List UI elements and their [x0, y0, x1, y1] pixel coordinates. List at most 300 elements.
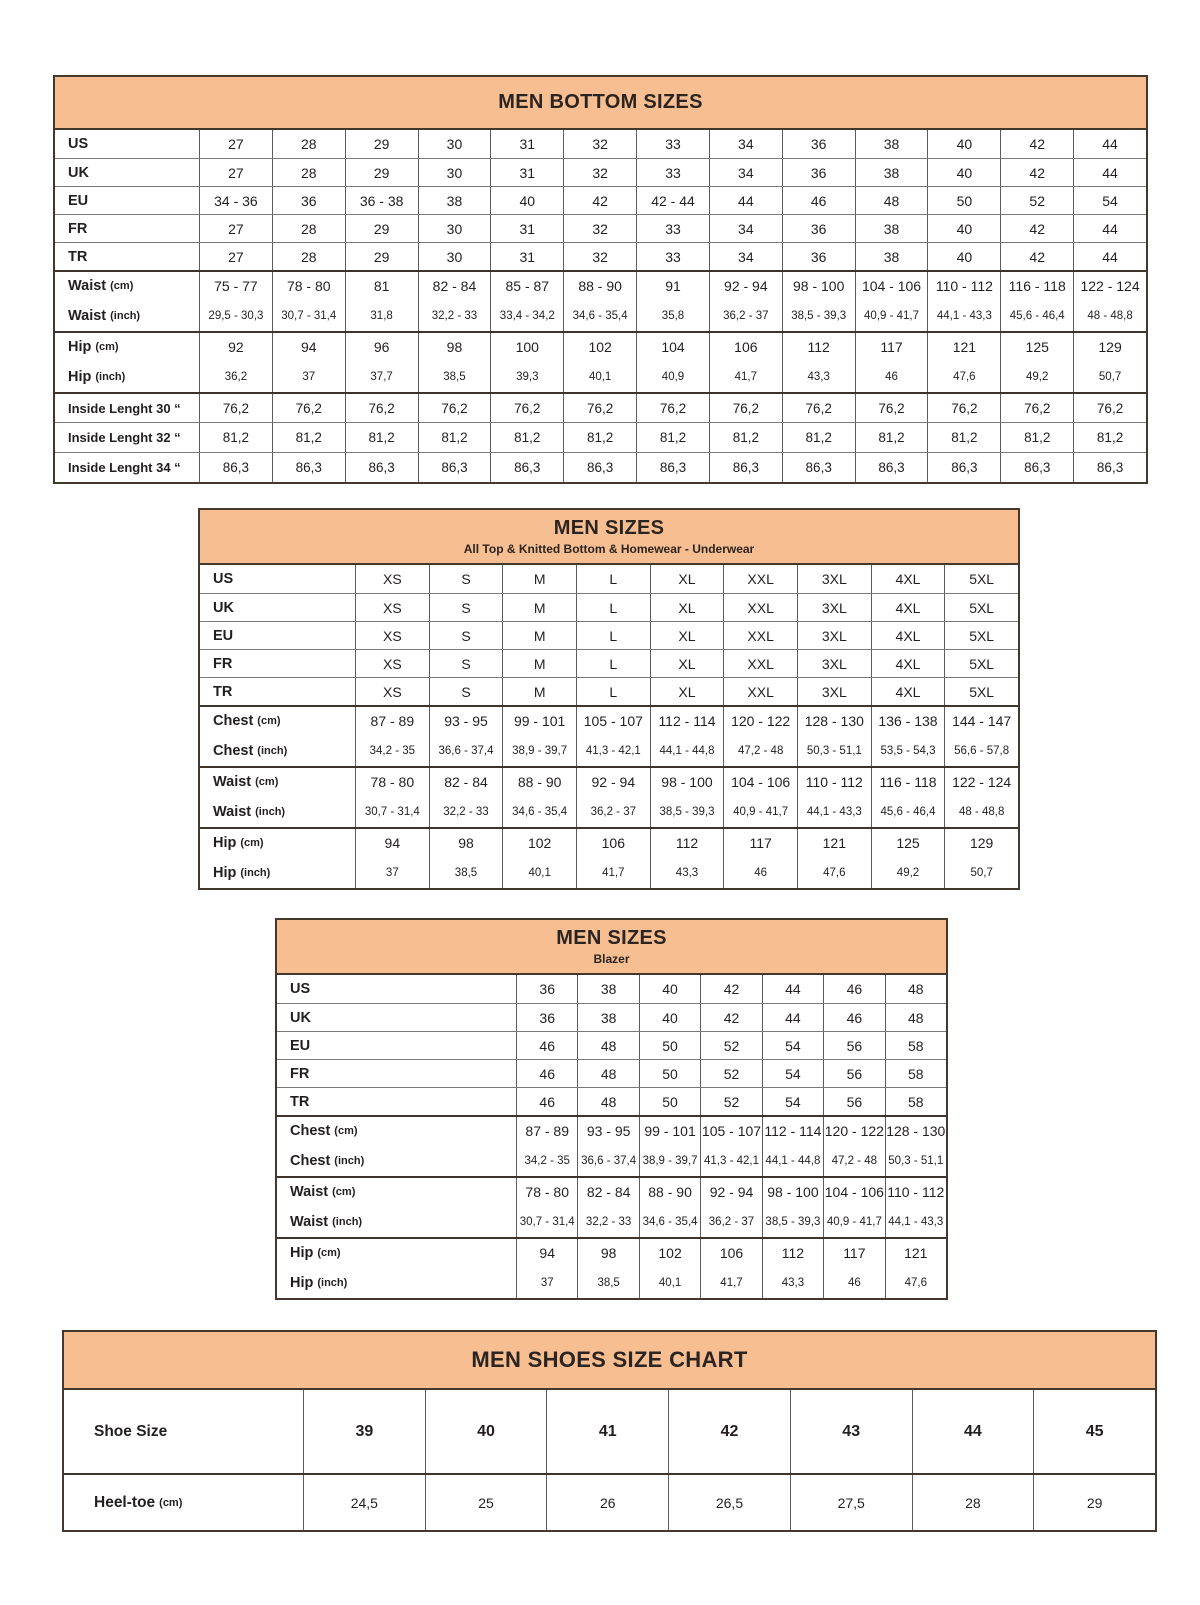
table-cell: 50	[639, 1060, 700, 1087]
table-grid	[200, 565, 1018, 888]
row-label	[55, 333, 199, 361]
row-label	[200, 594, 355, 621]
table-cell: 98 - 100	[782, 272, 855, 300]
table-cell: L	[576, 594, 650, 621]
table-cell: 120 - 122	[823, 1117, 884, 1145]
table-cell: 44	[1073, 130, 1146, 158]
table-cell: L	[576, 678, 650, 705]
table-cell: 46	[855, 361, 928, 392]
table-cell: S	[429, 678, 503, 705]
table-cell: 86,3	[636, 453, 709, 482]
table-cell: 33,4 - 34,2	[490, 300, 563, 331]
table-row-us	[200, 565, 1018, 593]
row-label	[277, 1178, 516, 1206]
table-cell: 44	[1073, 243, 1146, 270]
row-label	[277, 975, 516, 1003]
table-cell: 34,6 - 35,4	[639, 1206, 700, 1237]
table-cell: 32	[563, 243, 636, 270]
row-label-text: FR	[213, 655, 233, 672]
table-cell: 81,2	[636, 423, 709, 452]
table-row-uk	[277, 1003, 946, 1031]
table-cell: 27,5	[790, 1475, 912, 1530]
table-cell: M	[502, 594, 576, 621]
row-label-text: UK	[68, 164, 89, 181]
table-cell: 50,7	[1073, 361, 1146, 392]
table-cell: 81,2	[418, 423, 491, 452]
table-cell: 29	[1033, 1475, 1155, 1530]
table-cell: 40	[927, 130, 1000, 158]
table-cell: 92 - 94	[700, 1178, 761, 1206]
table-cell: XL	[650, 565, 724, 593]
row-label-text: Chest	[213, 713, 254, 729]
table-row-shoe-size	[64, 1390, 1155, 1473]
table-cell: M	[502, 622, 576, 649]
table-cell: L	[576, 622, 650, 649]
row-label-text: TR	[68, 248, 88, 265]
table-cell: 96	[345, 333, 418, 361]
table-cell: 33	[636, 215, 709, 242]
table-cell: 53,5 - 54,3	[871, 735, 945, 766]
table-cell: 30	[418, 159, 491, 186]
table-cell: 38	[855, 243, 928, 270]
table-cell: 31,8	[345, 300, 418, 331]
row-label-text: Waist	[213, 803, 252, 820]
table-cell: 104 - 106	[855, 272, 928, 300]
table-cell: 42	[668, 1390, 790, 1473]
table-cell: 48	[885, 975, 946, 1003]
table-header	[200, 510, 1018, 565]
table-cell: 93 - 95	[429, 707, 503, 735]
row-label-text: EU	[68, 192, 89, 209]
table-cell: 106	[576, 829, 650, 857]
table-cell: 42	[1000, 243, 1073, 270]
table-cell: 49,2	[1000, 361, 1073, 392]
table-cell: 24,5	[303, 1475, 425, 1530]
table-cell: 38,5 - 39,3	[782, 300, 855, 331]
table-cell: 48	[885, 1004, 946, 1031]
table-cell: 48	[577, 1088, 638, 1115]
table-row-chest-inch	[200, 735, 1018, 766]
table-cell: 40	[927, 159, 1000, 186]
table-cell: 5XL	[944, 650, 1018, 677]
table-cell: 75 - 77	[199, 272, 272, 300]
table-cell: XL	[650, 594, 724, 621]
table-cell: 99 - 101	[502, 707, 576, 735]
table-cell: 5XL	[944, 565, 1018, 593]
row-label	[200, 678, 355, 705]
table-cell: 122 - 124	[944, 768, 1018, 796]
row-label-unit: (cm)	[257, 715, 281, 727]
row-label-text: Hip	[68, 368, 92, 385]
row-label-text: Waist	[68, 278, 107, 294]
table-cell: XXL	[723, 678, 797, 705]
row-label-text: Waist	[213, 774, 252, 790]
table-title: MEN SHOES SIZE CHART	[471, 1347, 748, 1372]
row-label-text: FR	[290, 1065, 310, 1082]
row-label-text: UK	[290, 1009, 311, 1026]
row-label-text: Inside Lenght 34 “	[68, 460, 181, 475]
table-cell: 81,2	[855, 423, 928, 452]
table-cell: 94	[355, 829, 429, 857]
table-cell: 81,2	[782, 423, 855, 452]
table-header	[277, 920, 946, 975]
table-cell: 38	[855, 130, 928, 158]
table-cell: 122 - 124	[1073, 272, 1146, 300]
table-cell: 40,1	[639, 1267, 700, 1298]
table-cell: L	[576, 650, 650, 677]
table-cell: 50,3 - 51,1	[797, 735, 871, 766]
row-label-text: Heel-toe	[94, 1493, 156, 1511]
table-cell: 112 - 114	[762, 1117, 823, 1145]
table-cell: 117	[823, 1239, 884, 1267]
table-cell: 78 - 80	[272, 272, 345, 300]
table-cell: 58	[885, 1032, 946, 1059]
table-cell: 28	[272, 130, 345, 158]
table-cell: 36,2 - 37	[576, 796, 650, 827]
table-cell: 30	[418, 215, 491, 242]
table-subtitle: All Top & Knitted Bottom & Homewear - Underwear	[463, 542, 755, 556]
table-cell: 44,1 - 43,3	[885, 1206, 946, 1237]
table-cell: 32	[563, 159, 636, 186]
table-cell: 27	[199, 159, 272, 186]
table-cell: 40	[927, 215, 1000, 242]
row-label	[277, 1267, 516, 1298]
table-cell: 52	[700, 1032, 761, 1059]
row-label-unit: (cm)	[255, 776, 279, 788]
table-cell: 3XL	[797, 678, 871, 705]
row-label	[55, 361, 199, 392]
table-row-eu	[277, 1031, 946, 1059]
table-cell: 44	[912, 1390, 1034, 1473]
row-label	[200, 829, 355, 857]
table-cell: L	[576, 565, 650, 593]
table-cell: 98 - 100	[650, 768, 724, 796]
table-cell: 54	[762, 1060, 823, 1087]
row-label	[277, 1145, 516, 1176]
table-cell: 50	[639, 1032, 700, 1059]
table-cell: 34	[709, 130, 782, 158]
row-label	[200, 622, 355, 649]
table-cell: 136 - 138	[871, 707, 945, 735]
table-cell: 34	[709, 215, 782, 242]
table-cell: 36	[516, 975, 577, 1003]
table-cell: 47,6	[797, 857, 871, 888]
row-label	[200, 707, 355, 735]
table-cell: 47,2 - 48	[823, 1145, 884, 1176]
table-cell: 3XL	[797, 594, 871, 621]
table-cell: 31	[490, 215, 563, 242]
table-cell: 42	[700, 975, 761, 1003]
table-cell: 34	[709, 159, 782, 186]
table-cell: 125	[1000, 333, 1073, 361]
table-cell: 46	[516, 1088, 577, 1115]
table-cell: 76,2	[418, 394, 491, 422]
table-cell: 102	[502, 829, 576, 857]
table-cell: 110 - 112	[885, 1178, 946, 1206]
table-title: MEN SIZES	[556, 927, 667, 949]
table-cell: 52	[700, 1088, 761, 1115]
table-cell: 117	[723, 829, 797, 857]
table-cell: 52	[700, 1060, 761, 1087]
table-cell: 50	[639, 1088, 700, 1115]
table-cell: 76,2	[563, 394, 636, 422]
table-cell: 82 - 84	[577, 1178, 638, 1206]
table-cell: 44	[762, 1004, 823, 1031]
table-cell: 45,6 - 46,4	[1000, 300, 1073, 331]
table-cell: 76,2	[199, 394, 272, 422]
row-label-unit: (inch)	[240, 866, 271, 879]
table-cell: 38,5 - 39,3	[650, 796, 724, 827]
row-label-text: Inside Lenght 30 “	[68, 400, 181, 416]
table-cell: 33	[636, 130, 709, 158]
table-cell: XXL	[723, 650, 797, 677]
table-row-hip-inch	[277, 1267, 946, 1298]
table-cell: 86,3	[855, 453, 928, 482]
row-label	[55, 243, 199, 270]
table-cell: 39,3	[490, 361, 563, 392]
table-cell: 34,6 - 35,4	[502, 796, 576, 827]
table-cell: 29,5 - 30,3	[199, 300, 272, 331]
table-cell: XL	[650, 622, 724, 649]
table-cell: 86,3	[927, 453, 1000, 482]
table-cell: XS	[355, 594, 429, 621]
table-cell: 94	[272, 333, 345, 361]
table-cell: 46	[823, 1267, 884, 1298]
row-label	[55, 394, 199, 422]
row-label	[277, 1032, 516, 1059]
table-row-uk	[200, 593, 1018, 621]
table-cell: 81,2	[1000, 423, 1073, 452]
table-cell: 36	[782, 243, 855, 270]
table-cell: 36	[782, 130, 855, 158]
table-cell: 43,3	[782, 361, 855, 392]
table-cell: 4XL	[871, 678, 945, 705]
table-cell: 4XL	[871, 565, 945, 593]
table-cell: 92	[199, 333, 272, 361]
table-cell: 47,2 - 48	[723, 735, 797, 766]
table-cell: 46	[516, 1032, 577, 1059]
men-shoes-size-table	[62, 1330, 1157, 1532]
table-cell: 40,9 - 41,7	[723, 796, 797, 827]
row-label-unit: (cm)	[110, 280, 134, 292]
row-label	[200, 650, 355, 677]
row-label	[200, 735, 355, 766]
table-cell: 56,6 - 57,8	[944, 735, 1018, 766]
table-grid	[64, 1390, 1155, 1530]
row-label	[55, 300, 199, 331]
table-header	[55, 77, 1146, 130]
table-cell: 36	[782, 159, 855, 186]
row-label	[64, 1390, 303, 1473]
table-cell: 86,3	[563, 453, 636, 482]
row-label	[55, 215, 199, 242]
row-label	[277, 1239, 516, 1267]
table-cell: 98 - 100	[762, 1178, 823, 1206]
table-cell: 38	[577, 1004, 638, 1031]
table-cell: 37	[516, 1267, 577, 1298]
table-cell: 38,5 - 39,3	[762, 1206, 823, 1237]
table-cell: 5XL	[944, 622, 1018, 649]
row-label	[64, 1475, 303, 1530]
table-cell: XXL	[723, 594, 797, 621]
table-cell: 4XL	[871, 594, 945, 621]
table-cell: 81,2	[490, 423, 563, 452]
table-cell: 88 - 90	[639, 1178, 700, 1206]
row-label	[277, 1117, 516, 1145]
table-row-waist-inch	[55, 300, 1146, 331]
table-cell: S	[429, 594, 503, 621]
table-cell: 32	[563, 215, 636, 242]
table-cell: 44,1 - 43,3	[927, 300, 1000, 331]
table-cell: 36,2 - 37	[709, 300, 782, 331]
row-label	[277, 1004, 516, 1031]
table-cell: 76,2	[272, 394, 345, 422]
table-cell: S	[429, 565, 503, 593]
table-cell: 105 - 107	[576, 707, 650, 735]
table-cell: 86,3	[418, 453, 491, 482]
table-row-waist-inch	[200, 796, 1018, 827]
table-cell: 86,3	[1000, 453, 1073, 482]
table-cell: 3XL	[797, 650, 871, 677]
row-label-unit: (cm)	[240, 837, 264, 849]
row-label-text: TR	[290, 1093, 310, 1110]
table-cell: 128 - 130	[797, 707, 871, 735]
table-cell: 78 - 80	[516, 1178, 577, 1206]
table-cell: 40,1	[563, 361, 636, 392]
table-cell: 28	[272, 159, 345, 186]
table-cell: 30	[418, 130, 491, 158]
table-cell: M	[502, 678, 576, 705]
table-cell: 48	[577, 1032, 638, 1059]
table-cell: 4XL	[871, 622, 945, 649]
table-cell: 46	[723, 857, 797, 888]
table-cell: 42	[563, 187, 636, 214]
table-row-hip-cm	[277, 1237, 946, 1267]
table-cell: 27	[199, 215, 272, 242]
row-label-unit: (cm)	[332, 1186, 356, 1198]
table-cell: 36,6 - 37,4	[577, 1145, 638, 1176]
table-row-fr	[277, 1059, 946, 1087]
table-cell: 85 - 87	[490, 272, 563, 300]
row-label-text: Hip	[290, 1245, 314, 1261]
table-row-chest-inch	[277, 1145, 946, 1176]
table-row-inside-length-30	[55, 392, 1146, 422]
table-cell: 98	[418, 333, 491, 361]
table-cell: 128 - 130	[885, 1117, 946, 1145]
table-cell: 125	[871, 829, 945, 857]
table-title: MEN SIZES	[553, 517, 665, 539]
table-cell: 47,6	[927, 361, 1000, 392]
table-cell: 104 - 106	[723, 768, 797, 796]
table-cell: 94	[516, 1239, 577, 1267]
row-label-text: Chest	[290, 1152, 331, 1169]
table-cell: 76,2	[1073, 394, 1146, 422]
table-cell: S	[429, 650, 503, 677]
table-cell: 92 - 94	[576, 768, 650, 796]
table-cell: 117	[855, 333, 928, 361]
table-cell: 116 - 118	[1000, 272, 1073, 300]
table-cell: XXL	[723, 565, 797, 593]
table-cell: 3XL	[797, 565, 871, 593]
table-cell: 81,2	[345, 423, 418, 452]
table-cell: 81,2	[927, 423, 1000, 452]
row-label-text: Hip	[290, 1274, 314, 1291]
table-cell: 100	[490, 333, 563, 361]
table-cell: 43	[790, 1390, 912, 1473]
table-cell: 76,2	[1000, 394, 1073, 422]
table-cell: 121	[927, 333, 1000, 361]
table-cell: 28	[272, 215, 345, 242]
table-cell: 112	[650, 829, 724, 857]
table-cell: 30,7 - 31,4	[355, 796, 429, 827]
table-cell: M	[502, 565, 576, 593]
table-cell: 34,6 - 35,4	[563, 300, 636, 331]
row-label-text: Waist	[290, 1184, 329, 1200]
table-cell: 76,2	[345, 394, 418, 422]
table-cell: 76,2	[855, 394, 928, 422]
table-cell: 116 - 118	[871, 768, 945, 796]
table-cell: 129	[1073, 333, 1146, 361]
row-label	[55, 423, 199, 452]
row-label-text: Chest	[213, 742, 254, 759]
table-row-fr	[200, 649, 1018, 677]
table-cell: 112 - 114	[650, 707, 724, 735]
table-cell: 48 - 48,8	[944, 796, 1018, 827]
row-label-text: Hip	[213, 864, 237, 881]
table-cell: 54	[762, 1088, 823, 1115]
table-cell: 81	[345, 272, 418, 300]
table-cell: 40	[639, 1004, 700, 1031]
men-sizes-blazer-table	[275, 918, 948, 1300]
table-row-heel-toe	[64, 1473, 1155, 1530]
table-row-chest-cm	[277, 1115, 946, 1145]
table-subtitle: Blazer	[593, 952, 630, 966]
table-cell: 32	[563, 130, 636, 158]
table-cell: 112	[762, 1239, 823, 1267]
table-row-waist-inch	[277, 1206, 946, 1237]
table-cell: 45,6 - 46,4	[871, 796, 945, 827]
table-cell: 42	[700, 1004, 761, 1031]
table-cell: 44,1 - 44,8	[762, 1145, 823, 1176]
table-cell: XS	[355, 565, 429, 593]
table-row-waist-cm	[55, 270, 1146, 300]
row-label-unit: (cm)	[317, 1247, 341, 1259]
table-cell: 34 - 36	[199, 187, 272, 214]
table-cell: 46	[782, 187, 855, 214]
table-cell: 44	[1073, 159, 1146, 186]
table-cell: 82 - 84	[429, 768, 503, 796]
table-cell: 38	[577, 975, 638, 1003]
row-label-unit: (cm)	[159, 1496, 183, 1509]
table-cell: 34	[709, 243, 782, 270]
table-cell: 27	[199, 130, 272, 158]
table-cell: 43,3	[650, 857, 724, 888]
table-cell: XS	[355, 678, 429, 705]
table-cell: 36,2 - 37	[700, 1206, 761, 1237]
table-row-hip-cm	[55, 331, 1146, 361]
table-cell: 44	[709, 187, 782, 214]
table-cell: 121	[885, 1239, 946, 1267]
table-cell: 41,7	[576, 857, 650, 888]
table-cell: 30,7 - 31,4	[272, 300, 345, 331]
table-cell: 40,1	[502, 857, 576, 888]
table-cell: 88 - 90	[563, 272, 636, 300]
table-cell: 37	[272, 361, 345, 392]
table-cell: 27	[199, 243, 272, 270]
table-cell: 121	[797, 829, 871, 857]
table-cell: 104 - 106	[823, 1178, 884, 1206]
table-cell: 34,2 - 35	[355, 735, 429, 766]
